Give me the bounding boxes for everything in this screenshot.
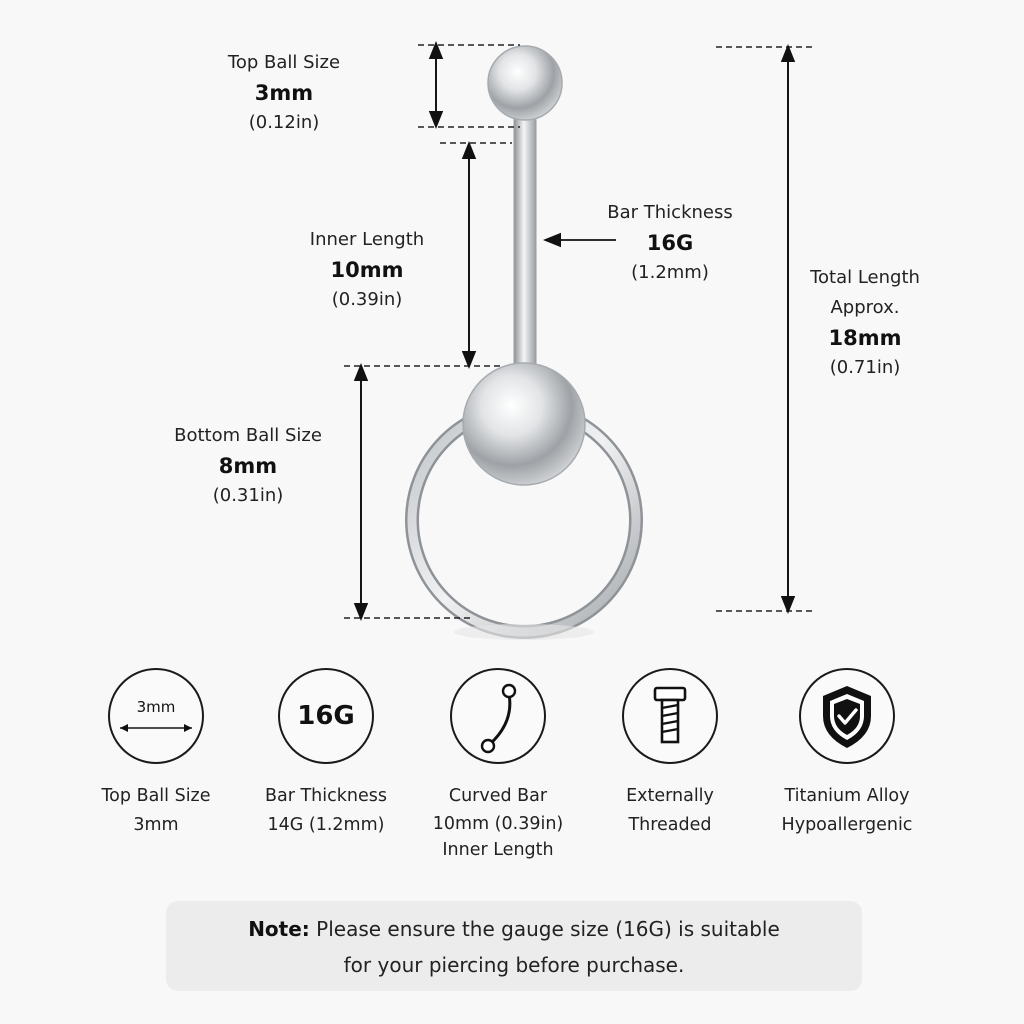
shield-check-icon bbox=[799, 668, 895, 764]
bottom-ball-value: 8mm bbox=[218, 454, 278, 478]
screw-icon bbox=[622, 668, 718, 764]
gauge-icon bbox=[278, 668, 374, 764]
dimension-arrows bbox=[361, 50, 788, 612]
feature-bar-thickness bbox=[241, 668, 411, 840]
bar-thickness-label bbox=[590, 198, 750, 288]
feature-curved-bar-line2: 10mm (0.39in) bbox=[432, 814, 564, 834]
curved-bar-glyph bbox=[452, 670, 544, 762]
ball-size-icon-text: 3mm bbox=[136, 698, 176, 716]
top-ball bbox=[488, 46, 562, 120]
feature-top-ball-line1: Top Ball Size bbox=[101, 786, 211, 806]
feature-threaded-line1: Externally bbox=[626, 786, 714, 806]
top-ball-alt: (0.12in) bbox=[248, 112, 320, 133]
note-prefix: Note: bbox=[248, 917, 310, 941]
feature-titanium bbox=[762, 668, 932, 840]
top-ball-title: Top Ball Size bbox=[227, 52, 341, 73]
bottom-ball-label bbox=[158, 421, 338, 511]
top-ball-label bbox=[200, 48, 368, 138]
total-length-alt: (0.71in) bbox=[829, 357, 901, 378]
feature-top-ball-line2: 3mm bbox=[133, 815, 179, 835]
feature-threaded-line2: Threaded bbox=[628, 815, 712, 835]
feature-bar-thickness-line2: 14G (1.2mm) bbox=[267, 815, 385, 835]
inner-length-title: Inner Length bbox=[309, 229, 425, 250]
feature-curved-bar bbox=[413, 668, 583, 863]
ball-size-icon bbox=[108, 668, 204, 764]
screw-glyph bbox=[624, 670, 716, 762]
note-box bbox=[166, 901, 862, 991]
top-ball-value: 3mm bbox=[254, 81, 314, 105]
ball-size-arrow-icon bbox=[110, 670, 202, 762]
inner-length-alt: (0.39in) bbox=[331, 289, 403, 310]
inner-length-label bbox=[282, 225, 452, 315]
curved-bar bbox=[514, 112, 536, 372]
bar-thickness-alt: (1.2mm) bbox=[631, 262, 709, 283]
bottom-ball bbox=[463, 363, 585, 485]
total-length-label bbox=[792, 263, 938, 383]
feature-titanium-line2: Hypoallergenic bbox=[781, 815, 913, 835]
feature-titanium-line1: Titanium Alloy bbox=[784, 786, 910, 806]
feature-curved-bar-line3: Inner Length bbox=[442, 840, 554, 860]
feature-curved-bar-line1: Curved Bar bbox=[448, 786, 548, 806]
feature-threaded bbox=[585, 668, 755, 840]
bottom-ball-alt: (0.31in) bbox=[212, 485, 284, 506]
inner-length-value: 10mm bbox=[330, 258, 404, 282]
note-line1 bbox=[166, 911, 862, 947]
bottom-ball-title: Bottom Ball Size bbox=[174, 425, 322, 446]
note-text2: for your piercing before purchase. bbox=[343, 953, 685, 977]
total-length-value: 18mm bbox=[828, 326, 902, 350]
feature-bar-thickness-line1: Bar Thickness bbox=[265, 786, 387, 806]
curved-bar-icon bbox=[450, 668, 546, 764]
total-length-title: Total Length bbox=[810, 267, 920, 288]
note-text1: Please ensure the gauge size (16G) is suitable bbox=[316, 917, 780, 941]
total-length-approx: Approx. bbox=[830, 297, 900, 318]
bar-thickness-value: 16G bbox=[646, 231, 694, 255]
shield-glyph bbox=[801, 670, 893, 762]
feature-top-ball bbox=[71, 668, 241, 840]
bar-thickness-title: Bar Thickness bbox=[607, 202, 733, 223]
gauge-icon-text: 16G bbox=[297, 701, 355, 731]
